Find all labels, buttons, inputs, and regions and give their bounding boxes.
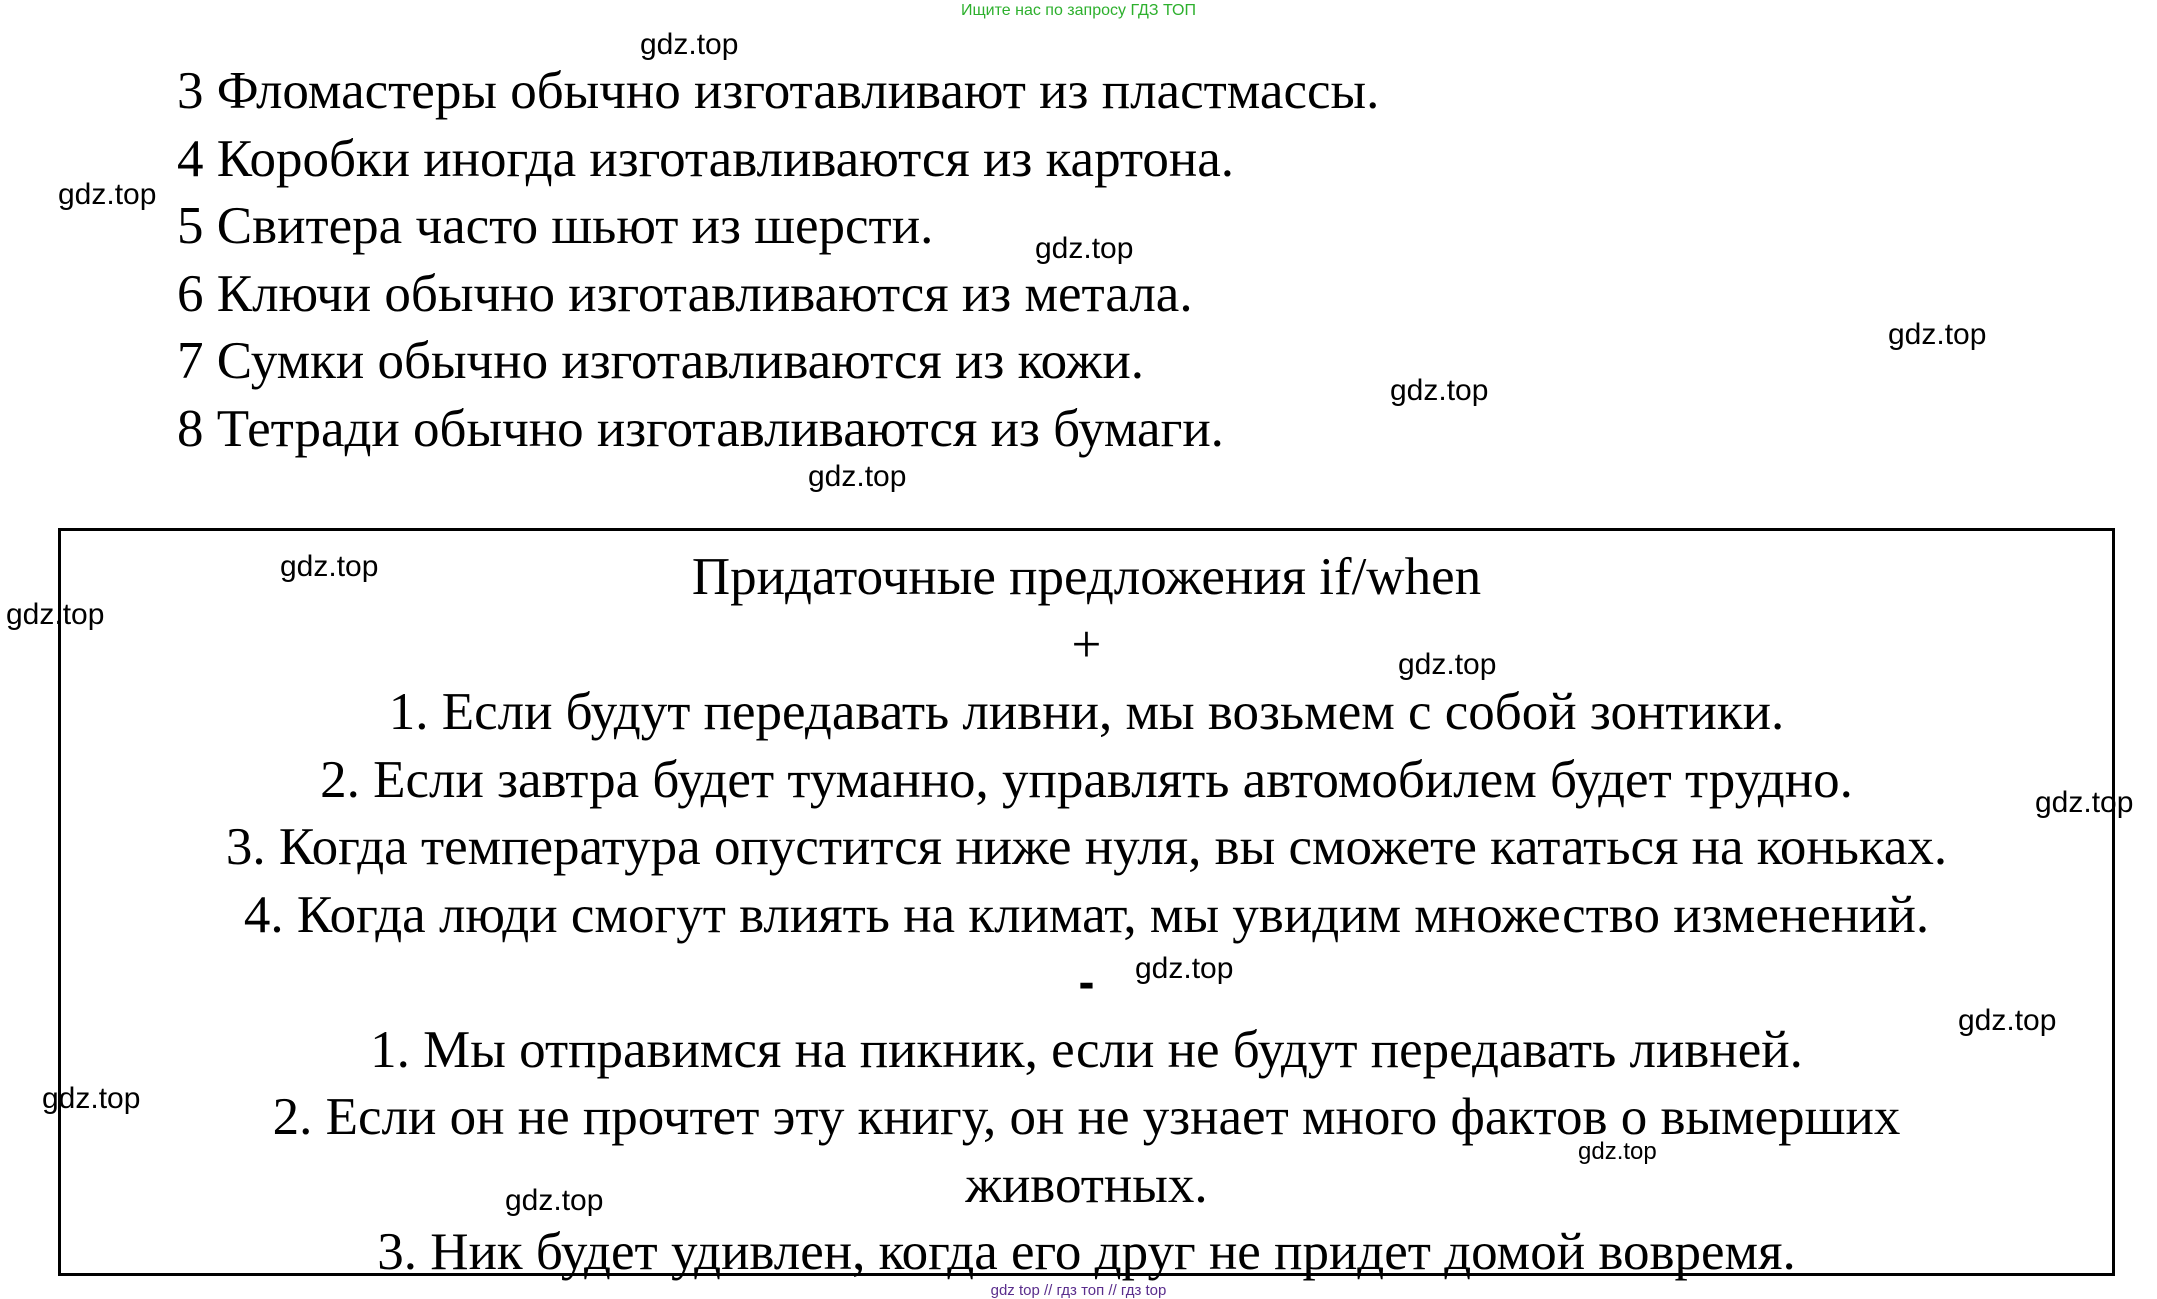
grammar-box: [58, 528, 2115, 1281]
watermark: gdz.top: [6, 598, 105, 631]
sentence-line: 5 Свитера часто шьют из шерсти.: [177, 197, 934, 255]
watermark: gdz.top: [1390, 374, 1489, 407]
watermark: gdz.top: [280, 550, 379, 583]
positive-sign: +: [1071, 615, 1102, 674]
watermark: gdz.top: [58, 178, 157, 211]
watermark: gdz.top: [42, 1082, 141, 1115]
watermark: gdz.top: [640, 28, 739, 61]
negative-sentence: 2. Если он не прочтет эту книгу, он не узнает много фактов о вымерших: [272, 1088, 1901, 1146]
watermark: gdz.top: [1035, 232, 1134, 265]
watermark: gdz.top: [808, 460, 907, 493]
top-search-banner: Ищите нас по запросу ГДЗ ТОП: [961, 2, 1196, 19]
watermark: gdz.top: [1398, 648, 1497, 681]
sentence-line: 6 Ключи обычно изготавливаются из метала.: [177, 264, 1193, 323]
negative-sign: -: [1078, 956, 1095, 1009]
sentence-line: 4 Коробки иногда изготавливаются из картона.: [177, 129, 1234, 188]
sentence-line: 3 Фломастеры обычно изготавливают из пластмассы.: [177, 62, 1380, 120]
sentence-list: [177, 58, 1379, 463]
watermark: gdz.top: [1958, 1004, 2057, 1037]
watermark: gdz.top: [2035, 786, 2134, 819]
positive-sentence: 4. Когда люди смогут влиять на климат, мы увидим множество изменений.: [243, 885, 1930, 944]
positive-sentence: 2. Если завтра будет туманно, управлять автомобилем будет трудно.: [320, 750, 1853, 809]
grammar-box-content: [61, 531, 2112, 1287]
watermark: gdz.top: [1135, 952, 1234, 985]
sentence-line: 8 Тетради обычно изготавливаются из бумаги.: [177, 399, 1224, 458]
sentence-line: 7 Сумки обычно изготавливаются из кожи.: [177, 332, 1145, 390]
watermark: gdz.top: [1578, 1138, 1657, 1165]
positive-sentence: 1. Если будут передавать ливни, мы возьмем с собой зонтики.: [388, 683, 1785, 741]
watermark: gdz.top: [505, 1184, 604, 1217]
positive-sentence: 3. Когда температура опустится ниже нуля, вы сможете кататься на коньках.: [225, 818, 1948, 876]
grammar-title: Придаточные предложения if/when: [691, 548, 1482, 606]
negative-sentence-continuation: животных.: [965, 1155, 1208, 1214]
negative-sentence: 3. Ник будет удивлен, когда его друг не придет домой вовремя.: [377, 1223, 1796, 1281]
watermark: gdz.top: [1888, 318, 1987, 351]
bottom-banner: gdz top // гдз топ // гдз top: [990, 1282, 1167, 1299]
negative-sentence: 1. Мы отправимся на пикник, если не будут передавать ливней.: [370, 1020, 1803, 1079]
